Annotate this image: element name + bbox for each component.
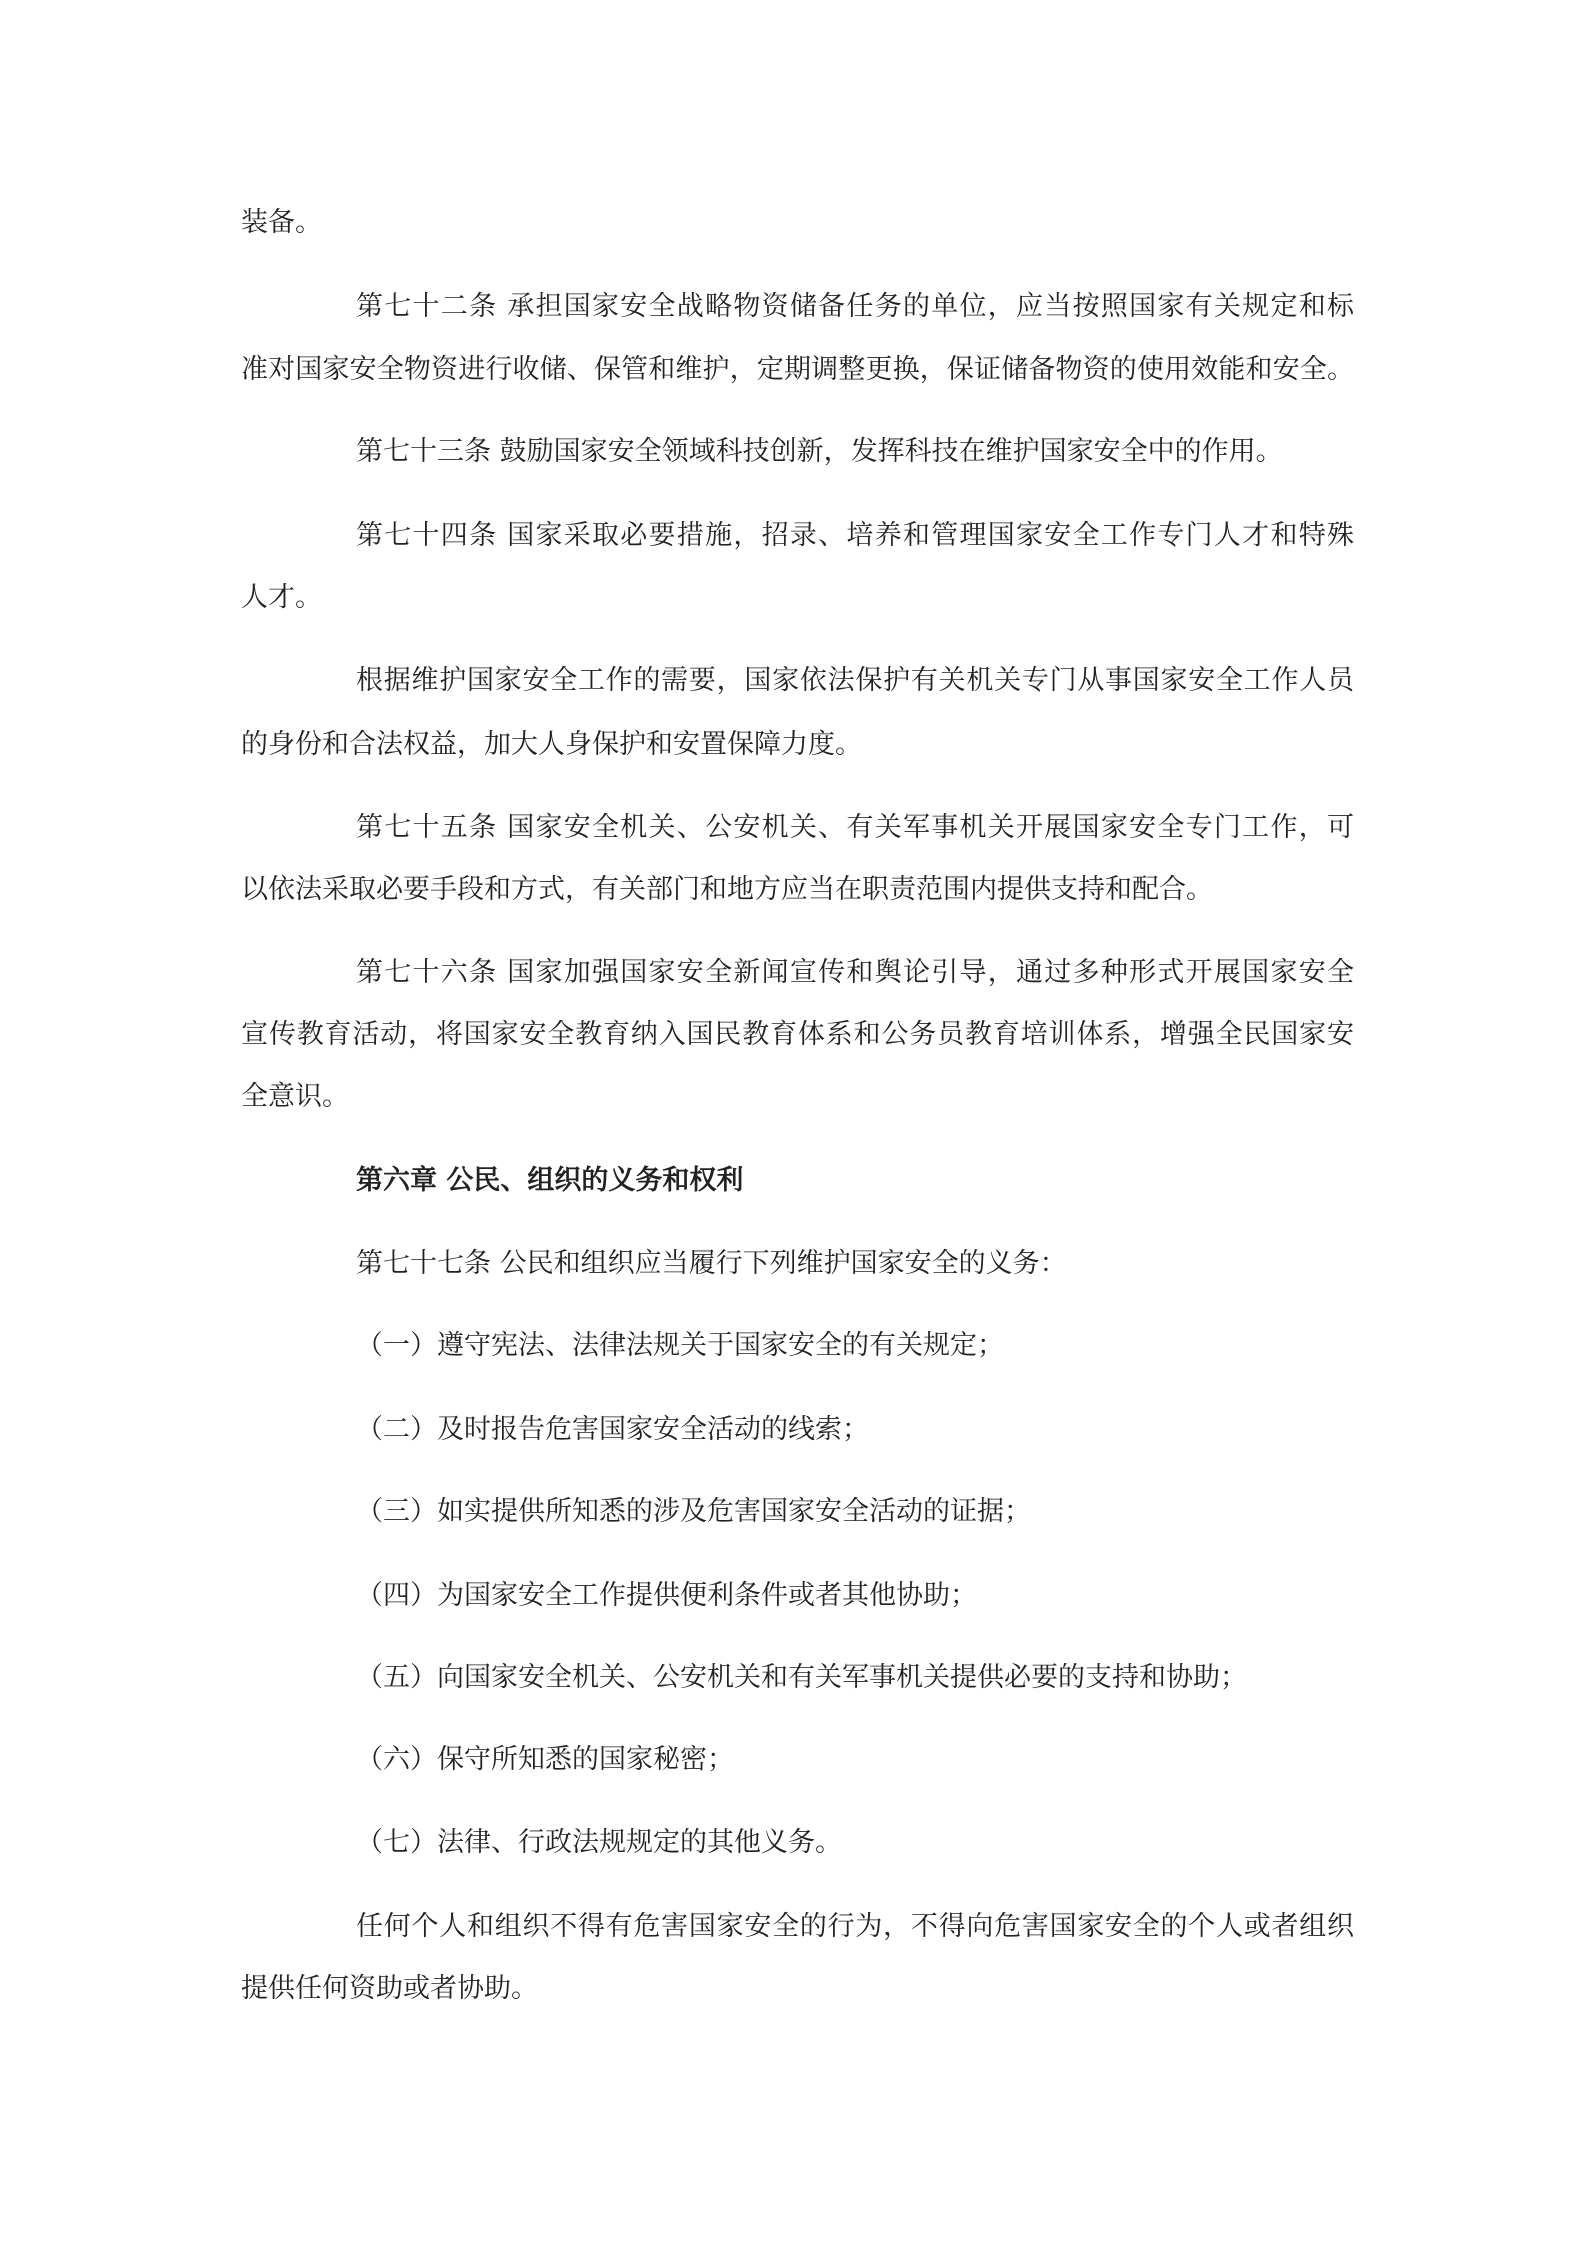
article-77-line: 第七十七条 公民和组织应当履行下列维护国家安全的义务： xyxy=(356,1248,1067,1279)
article-77-para2-line: 任何个人和组织不得有危害国家安全的行为，不得向危害国家安全的个人或者组织 xyxy=(356,1911,1354,1942)
article-77-para2-line: 提供任何资助或者协助。 xyxy=(241,1973,538,2004)
article-74-para2-line: 根据维护国家安全工作的需要，国家依法保护有关机关专门从事国家安全工作人员 xyxy=(356,665,1354,696)
chapter-heading: 第六章 公民、组织的义务和权利 xyxy=(356,1165,744,1196)
article-75-line: 以依法采取必要手段和方式，有关部门和地方应当在职责范围内提供支持和配合。 xyxy=(241,874,1213,905)
article-72-line: 准对国家安全物资进行收储、保管和维护，定期调整更换，保证储备物资的使用效能和安全。 xyxy=(241,354,1354,385)
article-75-line: 第七十五条 国家安全机关、公安机关、有关军事机关开展国家安全专门工作，可 xyxy=(356,812,1354,843)
list-item: （二）及时报告危害国家安全活动的线索； xyxy=(356,1414,869,1445)
list-item: （四）为国家安全工作提供便利条件或者其他协助； xyxy=(356,1580,977,1611)
list-item: （三）如实提供所知悉的涉及危害国家安全活动的证据； xyxy=(356,1496,1031,1527)
list-item: （七）法律、行政法规规定的其他义务。 xyxy=(356,1827,842,1858)
article-76-line: 第七十六条 国家加强国家安全新闻宣传和舆论引导，通过多种形式开展国家安全 xyxy=(356,957,1354,988)
article-73-line: 第七十三条 鼓励国家安全领域科技创新，发挥科技在维护国家安全中的作用。 xyxy=(356,436,1283,467)
article-76-line: 全意识。 xyxy=(241,1081,349,1112)
article-74-para2-line: 的身份和合法权益，加大人身保护和安置保障力度。 xyxy=(241,729,862,760)
article-74-line: 人才。 xyxy=(241,582,322,613)
paragraph-line: 装备。 xyxy=(241,207,322,238)
article-72-line: 第七十二条 承担国家安全战略物资储备任务的单位，应当按照国家有关规定和标 xyxy=(356,291,1354,322)
article-74-line: 第七十四条 国家采取必要措施，招录、培养和管理国家安全工作专门人才和特殊 xyxy=(356,520,1354,551)
article-76-line: 宣传教育活动，将国家安全教育纳入国民教育体系和公务员教育培训体系，增强全民国家安 xyxy=(241,1019,1354,1050)
list-item: （五）向国家安全机关、公安机关和有关军事机关提供必要的支持和协助； xyxy=(356,1662,1247,1693)
list-item: （六）保守所知悉的国家秘密； xyxy=(356,1744,734,1775)
list-item: （一）遵守宪法、法律法规关于国家安全的有关规定； xyxy=(356,1330,1004,1361)
